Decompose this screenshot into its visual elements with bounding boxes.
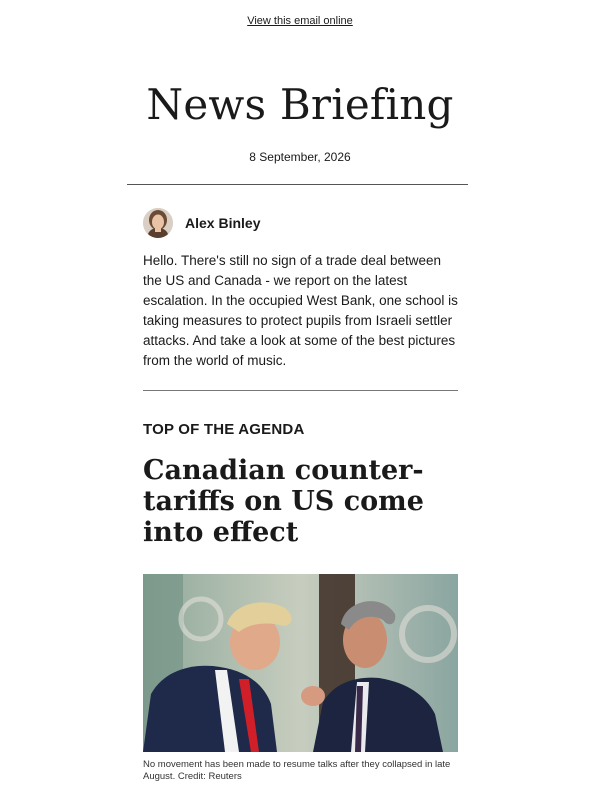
view-online-link[interactable]: View this email online xyxy=(247,15,353,27)
story-image xyxy=(143,574,458,752)
section-label: TOP OF THE AGENDA xyxy=(143,421,305,438)
author-name: Alex Binley xyxy=(185,215,261,231)
story-photo[interactable] xyxy=(143,574,458,752)
photo-caption: No movement has been made to resume talks after they collapsed in late August. Credit: Reuters xyxy=(143,759,451,782)
newsletter-date: 8 September, 2026 xyxy=(249,150,351,164)
intro-divider xyxy=(143,390,458,391)
newsletter-title: News Briefing xyxy=(146,80,454,129)
story-headline-link[interactable]: Canadian counter-tariffs on US come into effect xyxy=(143,455,424,548)
intro-paragraph: Hello. There's still no sign of a trade deal between the US and Canada - we report on the latest escalation. In the occupied West Bank, one school is taking measures to protect pupils from Israeli settler attacks. And take a look at some of the best pictures from the world of music. xyxy=(143,253,458,368)
author-avatar xyxy=(143,208,173,238)
person-avatar-icon xyxy=(143,208,173,238)
header-divider xyxy=(127,184,468,185)
author-byline xyxy=(143,207,260,239)
